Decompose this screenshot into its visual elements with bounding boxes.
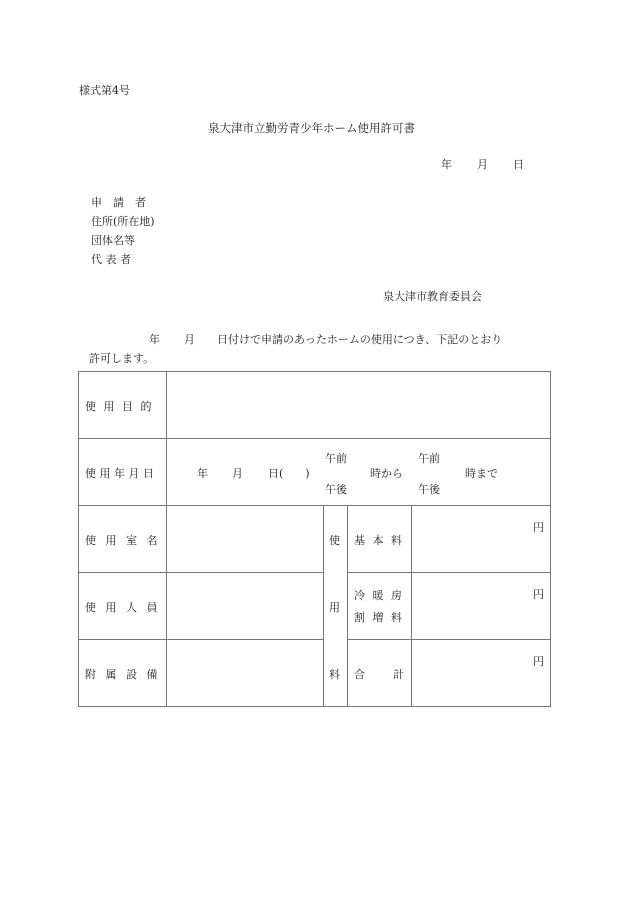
start-am: 午前	[325, 452, 347, 465]
body-line1: 日付けで申請のあったホームの使用につき、下記のとおり	[217, 333, 503, 346]
aircon-fee-label-2: 割 増 料	[354, 611, 404, 624]
fee-vertical-1: 使	[329, 534, 340, 547]
yen-3: 円	[533, 655, 544, 668]
fee-vertical-2: 用	[329, 601, 340, 614]
date-year: 年	[197, 467, 208, 480]
representative-label: 代 表 者	[91, 253, 131, 266]
until-label: 時まで	[465, 467, 498, 480]
issue-month: 月	[477, 158, 488, 171]
form-number: 様式第4号	[79, 84, 130, 97]
purpose-field[interactable]	[167, 372, 550, 437]
room-field[interactable]	[167, 506, 322, 571]
group-label: 団体名等	[91, 234, 135, 247]
date-day: 日( )	[268, 467, 310, 480]
date-month: 月	[232, 467, 243, 480]
issue-year: 年	[441, 158, 452, 171]
fee-vertical-3: 料	[329, 668, 340, 681]
room-label: 使 用 室 名	[85, 534, 161, 547]
row-line	[78, 438, 551, 439]
equipment-label: 附 属 設 備	[85, 668, 161, 681]
aircon-fee-label-1: 冷 暖 房	[354, 589, 404, 602]
date-label: 使 用 年 月 日	[85, 467, 154, 480]
col-line	[411, 505, 412, 707]
end-pm: 午後	[418, 483, 440, 496]
address-label: 住所(所在地)	[91, 215, 155, 228]
issue-day: 日	[513, 158, 524, 171]
applicant-label: 申 請 者	[91, 196, 146, 209]
purpose-label: 使 用 目 的	[85, 400, 154, 413]
total-label-a: 合	[354, 668, 365, 681]
col-line	[323, 505, 324, 707]
body-line2: 許可します。	[89, 352, 155, 365]
row-line	[347, 639, 551, 640]
issuer: 泉大津市教育委員会	[383, 290, 482, 303]
col-line	[347, 505, 348, 707]
document-title: 泉大津市立勤労青少年ホーム使用許可書	[208, 121, 415, 135]
basic-fee-label: 基 本 料	[354, 534, 404, 547]
equipment-field[interactable]	[167, 640, 322, 706]
start-pm: 午後	[325, 483, 347, 496]
body-month: 月	[184, 333, 195, 346]
yen-1: 円	[533, 521, 544, 534]
body-year: 年	[149, 333, 160, 346]
yen-2: 円	[533, 588, 544, 601]
row-line	[347, 572, 551, 573]
people-label: 使 用 人 員	[85, 601, 161, 614]
end-am: 午前	[418, 452, 440, 465]
total-label-b: 計	[393, 668, 404, 681]
from-label: 時から	[370, 467, 403, 480]
people-field[interactable]	[167, 573, 322, 638]
